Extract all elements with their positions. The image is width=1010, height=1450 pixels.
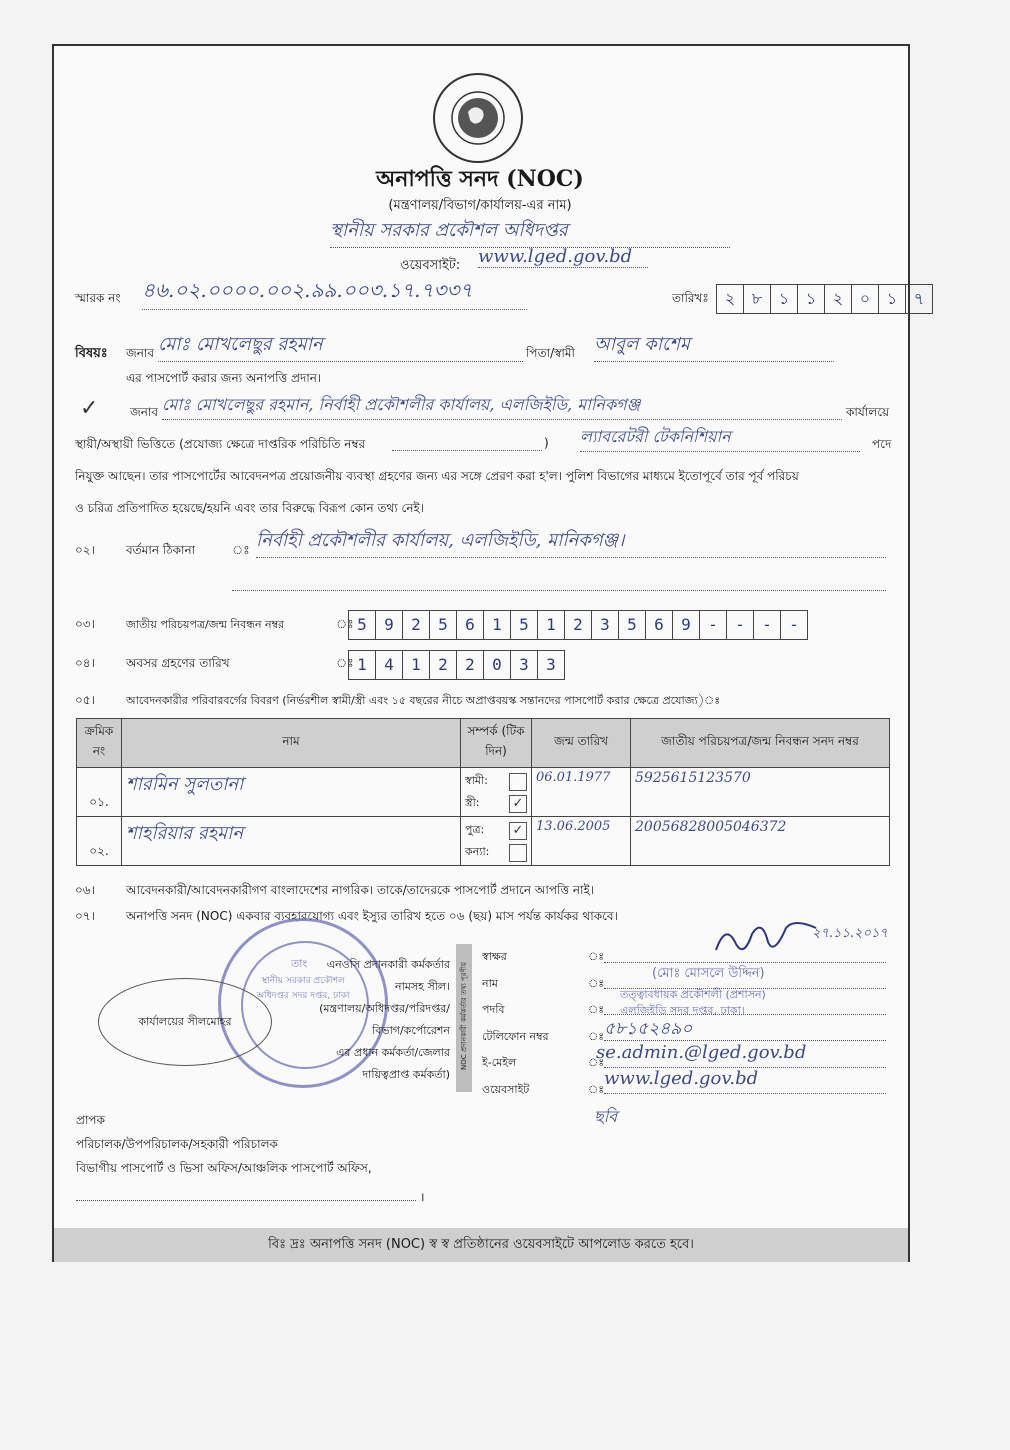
table-header-row [77,719,890,768]
memo-label: স্মারক নং [75,291,121,305]
body-karyalaye: কার্যালয়ে [846,405,890,419]
relation-b-checkbox[interactable] [509,844,527,862]
digit-box: 6 [456,610,484,640]
date-label: তারিখঃ [672,291,709,305]
relation-b-label: স্ত্রী: [465,796,480,809]
relation-a-label: স্বামী: [465,774,488,787]
col-name: নাম [122,719,461,768]
digit-box: ১ [797,284,825,314]
email-value: se.admin.@lged.gov.bd [596,1042,807,1063]
phone-label: টেলিফোন নম্বর [482,1029,549,1043]
item04-colon: ঃ [336,656,354,670]
memo-number: ৪৬.০২.০০০০.০০২.৯৯.০০৩.১৭.৭৩৩৭ [142,276,527,310]
date-boxes [716,284,932,314]
subject-line2: এর পাসপোর্ট করার জন্য অনাপত্তি প্রদান। [126,371,322,385]
digit-box: ০ [851,284,879,314]
body-pode: পদে [872,437,892,451]
signer-line: নামসহ সীল। [395,980,450,993]
digit-box: 5 [510,610,538,640]
row-relation [461,768,532,817]
website-label: ওয়েবসাইট: [400,258,461,273]
father-label: পিতা/স্বামী [526,346,575,360]
relation-a-checkbox[interactable] [509,773,527,791]
item04-label: অবসর গ্রহণের তারিখ [126,656,230,670]
digit-box: 1 [402,650,430,680]
recipient-label: প্রাপক [76,1113,105,1127]
website-label-sig: ওয়েবসাইট [482,1082,530,1096]
post-stamp-2: এলজিইডি সদর দপ্তর, ঢাকা। [620,1004,745,1017]
row-relation [461,817,532,866]
digit-box: 5 [618,610,646,640]
item02-number: ০২। [75,543,95,557]
digit-box: ৮ [743,284,771,314]
row-id: 20056828005046372 [631,817,890,866]
vertical-label-box [456,944,472,1092]
signature-label: স্বাক্ষর [482,950,507,963]
footer-note: বিঃ দ্রঃ অনাপত্তি সনদ (NOC) স্ব স্ব প্রতিষ্ঠানের ওয়েবসাইটে আপলোড করতে হবে। [54,1228,908,1262]
body-janab: জনাব [130,405,159,419]
check-mark: ✓ [80,396,99,421]
item02-colon: ঃ [232,543,250,557]
row-dob: 13.06.2005 [532,817,631,866]
page-title: অনাপত্তি সনদ (NOC) [376,166,584,192]
table-row [77,817,890,866]
digit-box: ১ [770,284,798,314]
item03-colon: ঃ [336,617,354,631]
item04-number: ০৪। [75,656,95,670]
digit-box: 1 [483,610,511,640]
digit-box: 2 [429,650,457,680]
digit-box: - [780,610,808,640]
subject-label: বিষয়ঃ [75,346,108,361]
item03-label: জাতীয় পরিচয়পত্র/জন্ম নিবন্ধন নম্বর [126,618,285,631]
body-line4: ও চরিত্র প্রতিপাদিত হয়েছে/হয়নি এবং তার বিরুদ্ধে বিরূপ কোন তথ্য নেই। [75,501,425,515]
digit-box: - [726,610,754,640]
digit-box: 5 [348,610,376,640]
phone-value: ৫৮১৫২৪৯০ [604,1019,693,1039]
digit-box: ১ [878,284,906,314]
subject-janab: জনাব [126,346,155,360]
web-value: www.lged.gov.bd [604,1068,759,1089]
relation-a-checkbox[interactable]: ✓ [509,822,527,840]
item03-number: ০৩। [75,617,95,631]
item06-text: আবেদনকারী/আবেদনকারীগণ বাংলাদেশের নাগরিক। তাকে/তাদেরকে পাসপোর্ট প্রদানে আপত্তি নাই। [126,883,595,897]
office-name: স্থানীয় সরকার প্রকৌশল অধিদপ্তর [330,216,730,248]
post-stamp: তত্ত্বাবধায়ক প্রকৌশলী (প্রশাসন) [620,988,766,1001]
item06-number: ০৬। [75,883,95,897]
col-relation: সম্পর্ক (টিক দিন) [461,719,532,768]
post-label: পদবি [482,1003,505,1016]
relation-b-label: কন্যা: [465,845,490,858]
email-label: ই-মেইল [482,1056,517,1069]
body-name-office: মোঃ মোখলেছুর রহমান, নির্বাহী প্রকৌশলীর কার্যালয়, এলজিইডি, মানিকগঞ্জ [162,392,842,420]
colon: ঃ [588,1029,605,1043]
signer-block [280,954,450,1086]
father-name: আবুল কাশেম [594,330,834,362]
signer-line: বিভাগ/কর্পোরেশন [372,1024,450,1037]
digit-box: 4 [375,650,403,680]
table-row [77,768,890,817]
col-serial: ক্রমিক নং [77,719,122,768]
website-value: www.lged.gov.bd [478,246,648,268]
address-blank-line [232,576,886,591]
sig-field-labels [482,944,549,1103]
name-label: নাম [482,976,498,990]
recipient-line-3 [76,1190,416,1201]
digit-box: 1 [348,650,376,680]
vertical-label: NOC প্রদানকারী কর্মকর্তার তথ্য পূরণীয় [460,961,468,1071]
row-serial: ০২. [77,817,122,866]
retire-boxes [348,650,564,680]
subject-name: মোঃ মোখলেছুর রহমান [158,330,523,362]
subtitle: (মন্ত্রণালয়/বিভাগ/কার্যালয়-এর নাম) [388,198,572,213]
current-address: নির্বাহী প্রকৌশলীর কার্যালয়, এলজিইডি, মানিকগঞ্জ। [256,526,886,558]
family-table [76,718,890,866]
digit-box: 2 [402,610,430,640]
designation: ল্যাবরেটরী টেকনিশিয়ান [580,424,860,452]
signer-line: দায়িত্বপ্রাপ্ত কর্মকর্তা) [362,1068,450,1081]
relation-a-label: পুত্র: [465,823,485,836]
colon: ঃ [588,1082,605,1096]
recipient-line-1: পরিচালক/উপপরিচালক/সহকারী পরিচালক [76,1137,278,1151]
col-id: জাতীয় পরিচয়পত্র/জন্ম নিবন্ধন সনদ নম্বর [631,719,890,768]
item05-label: আবেদনকারীর পরিবারবর্গের বিবরণ (নির্ভরশীল স্বামী/স্ত্রী এবং ১৫ বছরের নীচে অপ্রাপ্তবয়স্ক সন্তানদের পাসপোর্ট করার ক্ষেত্রে প্রযোজ্য)ঃ [126,694,721,707]
item05-number: ০৫। [75,693,95,707]
office-seal-label: কার্যালয়ের সীলমোহর [138,1015,232,1028]
item02-label: বর্তমান ঠিকানা [126,543,196,557]
item07-number: ০৭। [75,909,95,923]
digit-box: ৭ [905,284,933,314]
colon: ঃ [588,1056,605,1069]
digit-box: - [753,610,781,640]
item07-text: অনাপত্তি সনদ (NOC) একবার ব্যবহারযোগ্য এবং ইস্যুর তারিখ হতে ০৬ (ছয়) মাস পর্যন্ত কার্যকর থাকবে। [126,909,618,923]
digit-box: 1 [537,610,565,640]
digit-box: ২ [716,284,744,314]
signer-line: এর প্রধান কর্মকর্তা/জেলার [336,1046,450,1059]
name-stamp: (মোঃ মোসলে উদ্দিন) [652,966,765,981]
digit-box: 5 [429,610,457,640]
round-stamp-text: স্থানীয় সরকার প্রকৌশল অধিদপ্তর সদর দপ্তর, ঢাকা [256,976,350,1001]
recipient-line-2: বিভাগীয় পাসপোর্ট ও ভিসা অফিস/আঞ্চলিক পাসপোর্ট অফিস, [76,1161,372,1175]
round-stamp-date: তাং [291,957,308,970]
office-id-blank [392,436,542,451]
office-seal-placeholder [98,978,272,1066]
digit-box: 9 [375,610,403,640]
digit-box: ২ [824,284,852,314]
body-line2-b: ) [544,436,549,450]
digit-box: 2 [564,610,592,640]
row-name: শারমিন সুলতানা [122,768,461,817]
government-seal [432,72,524,164]
digit-box: - [699,610,727,640]
digit-box: 0 [483,650,511,680]
row-name: শাহরিয়ার রহমান [122,817,461,866]
digit-box: 3 [510,650,538,680]
recipient-line-3-end: । [420,1190,425,1204]
nid-boxes [348,610,807,640]
sig-colons [588,944,604,1103]
colon: ঃ [588,1003,605,1016]
digit-box: 3 [537,650,565,680]
digit-box: 2 [456,650,484,680]
initial: ছবি [594,1107,618,1126]
signer-line: (মন্ত্রণালয়/অধিদপ্তর/পরিদপ্তর/ [319,1002,450,1015]
row-dob: 06.01.1977 [532,768,631,817]
colon: ঃ [588,976,605,990]
signer-line: এনওসি প্রদানকারী কর্মকর্তার [326,958,450,971]
body-line2-a: স্থায়ী/অস্থায়ী ভিত্তিতে (প্রযোজ্য ক্ষেত্রে দাপ্তরিক পরিচিতি নম্বর [75,437,366,451]
signature-date: ২৭.১১.২০১৭ [812,926,888,941]
colon: ঃ [588,950,605,963]
col-dob: জন্ম তারিখ [532,719,631,768]
body-line3: নিযুক্ত আছেন। তার পাসপোর্টের আবেদনপত্র প্রয়োজনীয় ব্যবস্থা গ্রহণের জন্য এর সঙ্গে প্রেরণ করা হ'ল। পুলিশ বিভাগের মাধ্যমে ইতোপূর্বে তার পূর্ব পরিচয় [75,469,799,483]
digit-box: 3 [591,610,619,640]
row-id: 5925615123570 [631,768,890,817]
relation-b-checkbox[interactable]: ✓ [509,795,527,813]
row-serial: ০১. [77,768,122,817]
digit-box: 9 [672,610,700,640]
signature-scribble [712,920,822,960]
digit-box: 6 [645,610,673,640]
